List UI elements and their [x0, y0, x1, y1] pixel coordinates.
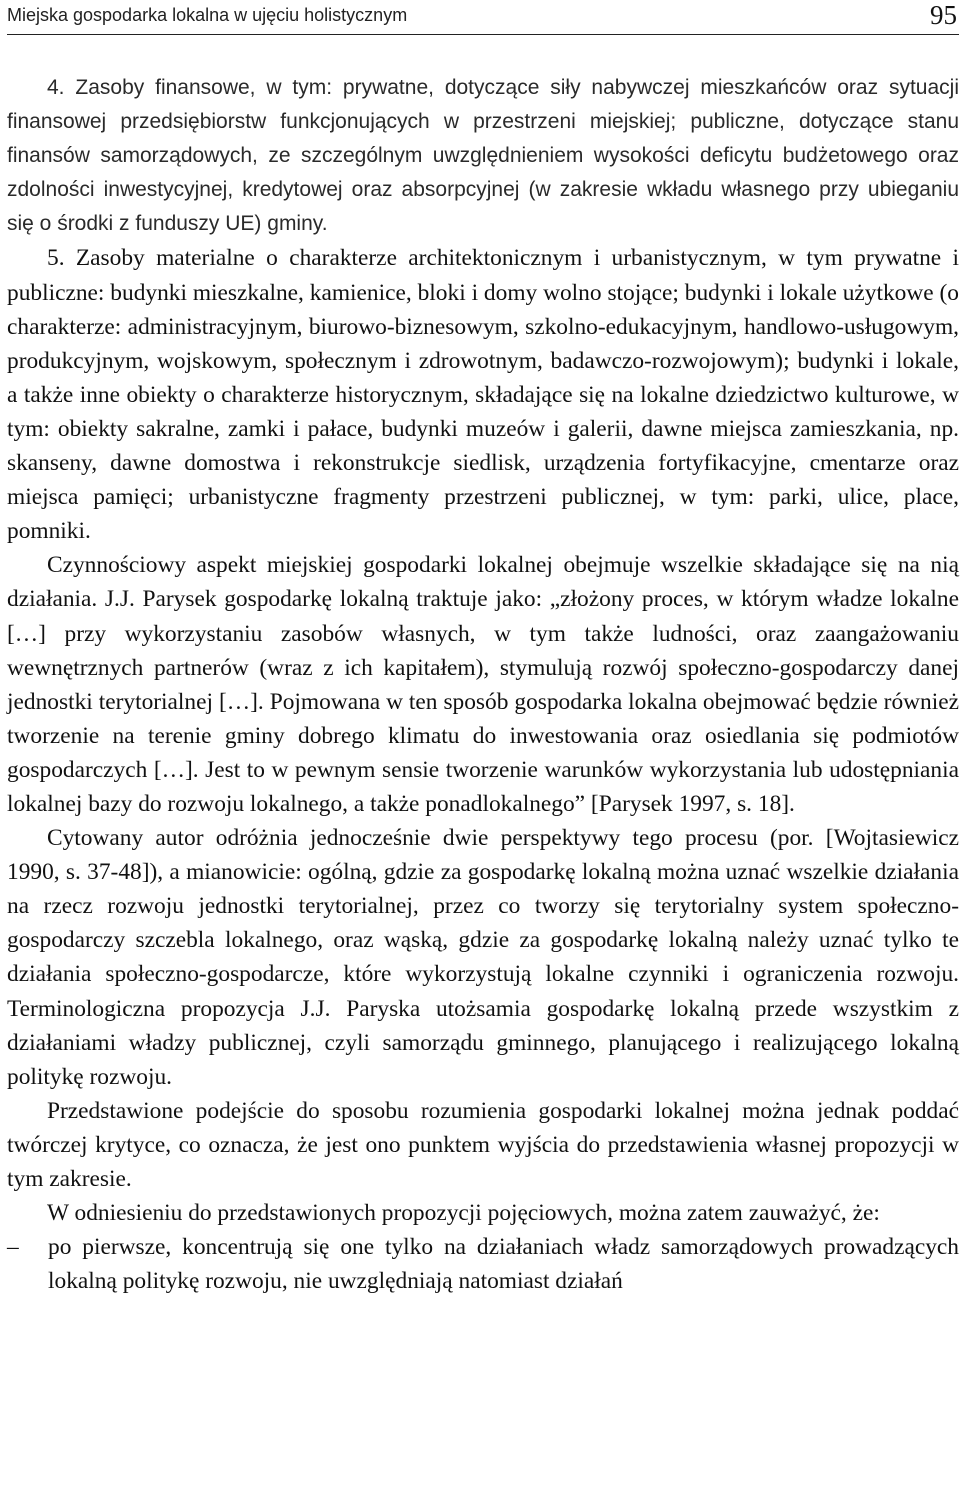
paragraph-financial-resources: 4. Zasoby finansowe, w tym: prywatne, dotyczące siły nabywczej mieszkańców oraz sytuacji finansowej przedsiębiorstw funkcjonujących w przestrzeni miejskiej; publiczne, dotyczące stanu finansów samorządowych, ze szczególnym uwzględnieniem wysokości deficytu budżetowego oraz zdolności inwestycyjnej, kredytowej oraz absorpcyjnej (w zakresie wkładu własnego przy ubieganiu się o środki z funduszy UE) gminy.: [7, 76, 959, 236]
running-title: Miejska gospodarka lokalna w ujęciu holistycznym: [7, 5, 408, 25]
paragraph-in-reference: W odniesieniu do przedstawionych propozycji pojęciowych, można zatem zauważyć, że:: [47, 1200, 880, 1227]
paragraph-presented-approach: Przedstawione podejście do sposobu rozumienia gospodarki lokalnej można jednak poddać twórczej krytyce, co oznacza, że jest ono punktem wyjścia do przedstawienia własnej propozycji w tym zakresie.: [7, 1097, 959, 1192]
list-item-text: po pierwsze, koncentrują się one tylko na działaniach władz samorządowych prowadzących lokalną politykę rozwoju, nie uwzględniają natomiast działań: [48, 1234, 959, 1295]
paragraph-cited-author: Cytowany autor odróżnia jednocześnie dwie perspektywy tego procesu (por. [Wojtasiewicz 1990, s. 37-48]), a mianowicie: ogólną, gdzie za gospodarkę lokalną można uznać wszelkie działania na rzecz rozwoju jednostki terytorialnej, przez co tworzy się terytorialny system społeczno-gospodarczy szczebla lokalnego, oraz wąską, gdzie za gospodarkę lokalną należy uznać tylko te działania społeczno-gospodarcze, które wykorzystują lokalne czynniki i ograniczenia rozwoju. Terminologiczna propozycja J.J. Paryska utożsamia gospodarkę lokalną przede wszystkim z działaniami władzy publicznej, czyli samorządu gminnego, planującego i realizującego lokalną politykę rozwoju.: [7, 825, 959, 1090]
document-page: [7, 0, 959, 1298]
page-number: 95: [930, 0, 957, 30]
running-header: [7, 0, 959, 35]
paragraph-functional-aspect: Czynnościowy aspekt miejskiej gospodarki lokalnej obejmuje wszelkie składające się na nią działania. J.J. Parysek gospodarkę lokalną traktuje jako: „złożony proces, w którym władze lokalne […] przy wykorzystaniu zasobów własnych, w tym także ludności, oraz zaangażowaniu wewnętrznych partnerów (wraz z ich kapitałem), stymulują rozwój społeczno-gospodarczy danej jednostki terytorialnej […]. Pojmowana w ten sposób gospodarka lokalna obejmować będzie również tworzenie na terenie gminy dobrego klimatu do inwestowania oraz osiedlania się podmiotów gospodarczych […]. Jest to w pewnym sensie tworzenie warunków wykorzystania lub udostępniania lokalnej bazy do rozwoju lokalnego, a także ponadlokalnego” [Parysek 1997, s. 18].: [7, 552, 959, 817]
list-item: [7, 1230, 959, 1298]
body-text: [7, 71, 959, 1298]
paragraph-material-resources: 5. Zasoby materialne o charakterze architektonicznym i urbanistycznym, w tym prywatne i publiczne: budynki mieszkalne, kamienice, bloki i domy wolno stojące; budynki i lokale użytkowe (o charakterze: administracyjnym, biurowo-biznesowym, szkolno-edukacyjnym, handlowo-usługowym, produkcyjnym, wojskowym, społecznym i zdrowotnym, badawczo-rozwojowym); budynki i lokale, a także inne obiekty o charakterze historycznym, składające się na lokalne dziedzictwo kulturowe, w tym: obiekty sakralne, zamki i pałace, budynki muzeów i galerii, dawne miejsca zamieszkania, np. skanseny, dawne domostwa i rekonstrukcje siedlisk, urządzenia fortyfikacyjne, cmentarze oraz miejsca pamięci; urbanistyczne fragmenty przestrzeni publicznej, w tym: parki, ulice, place, pomniki.: [7, 245, 959, 545]
dash-bullet: –: [7, 1234, 19, 1261]
